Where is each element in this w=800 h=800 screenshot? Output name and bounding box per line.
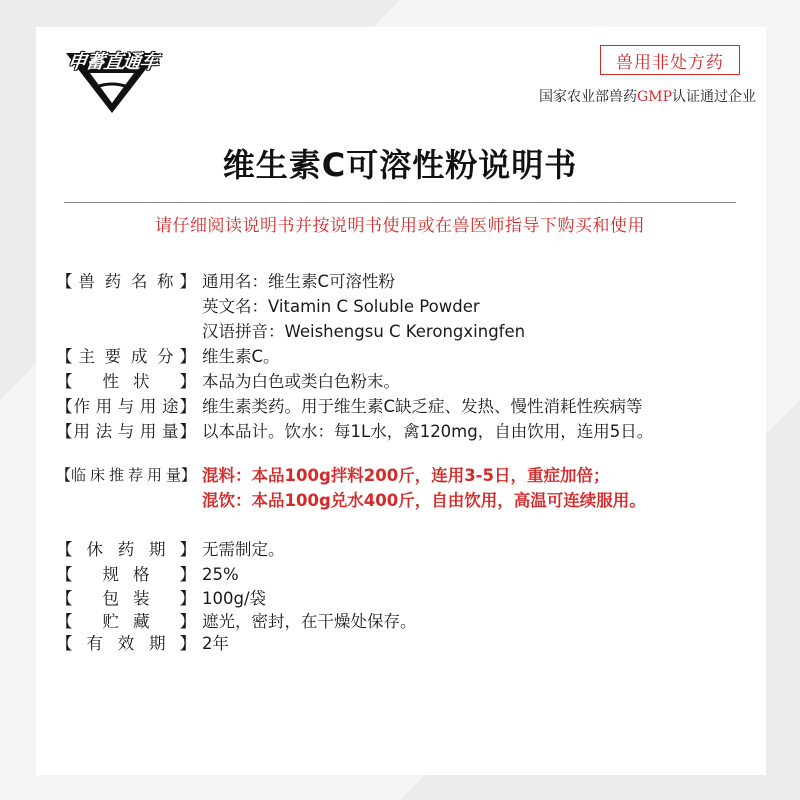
label-char: 主: [78, 347, 95, 366]
label-char: 性: [102, 372, 119, 391]
gmp-prefix: 国家农业部兽药: [539, 89, 638, 105]
label-char: 用: [139, 397, 157, 416]
english-name: 英文名：Vitamin C Soluble Powder: [202, 297, 480, 316]
withdrawal-value: 无需制定。: [202, 540, 285, 559]
row-withdrawal: [56, 537, 776, 562]
title-divider: [64, 202, 736, 203]
label-text: [73, 369, 180, 394]
label-char: 状: [133, 372, 150, 391]
label-char: 贮: [102, 612, 119, 631]
label-char: 兽: [78, 272, 95, 291]
label-char: 规: [102, 565, 119, 584]
row-label: 【 用 法 与 用 量 】: [56, 419, 196, 444]
row-spec: [56, 562, 776, 587]
label-char: 与: [117, 422, 135, 441]
label-char: 用: [146, 466, 162, 484]
row-label: 【 贮 藏 】: [56, 609, 196, 634]
page-title: 维生素C可溶性粉说明书: [222, 146, 578, 184]
row-property: [56, 369, 776, 394]
row-dosage: [56, 419, 776, 444]
label-char: 用: [139, 422, 157, 441]
generic-name: 通用名：维生素C可溶性粉: [202, 272, 396, 291]
label-char: 用: [73, 422, 90, 441]
row-english-name: [56, 294, 776, 319]
ingredient-value: 维生素C。: [202, 347, 280, 366]
label-text: [71, 463, 181, 488]
row-label: 【 临 床 推 荐 用 量 】: [56, 463, 196, 488]
brand-logo-text: 申蓄直通车: [66, 50, 160, 73]
gmp-highlight: GMP: [637, 89, 672, 105]
label-text: [73, 631, 180, 656]
row-label: 【 主 要 成 分 】: [56, 344, 196, 369]
otc-badge: 兽用非处方药: [600, 45, 740, 75]
row-ingredient: [56, 344, 776, 369]
label-char: 途: [162, 397, 179, 416]
label-char: 量: [162, 422, 179, 441]
usage-notice: 请仔细阅读说明书并按说明书使用或在兽医师指导下购买和使用: [155, 216, 645, 236]
row-label: 【 作 用 与 用 途 】: [56, 394, 196, 419]
clinical-feed-value: 混料：本品100g拌料200斤，连用3-5日，重症加倍；: [202, 466, 610, 485]
gmp-certification: [466, 86, 756, 108]
label-char: 名: [130, 272, 148, 291]
expiry-value: 2年: [202, 634, 229, 653]
label-char: 要: [104, 347, 122, 366]
label-char: 效: [117, 634, 135, 653]
label-char: 期: [149, 634, 166, 653]
label-char: 量: [165, 466, 181, 484]
label-char: 装: [133, 589, 150, 608]
clinical-water-value: 混饮：本品100g兑水400斤，自由饮用，高温可连续服用。: [202, 491, 646, 510]
label-char: 法: [95, 422, 113, 441]
label-char: 用: [95, 397, 113, 416]
row-label: 【 兽 药 名 称 】: [56, 269, 196, 294]
label-char: 药: [104, 272, 122, 291]
row-use: [56, 394, 776, 419]
gmp-suffix: 认证通过企业: [672, 89, 756, 105]
label-text: [73, 269, 180, 294]
label-char: 有: [86, 634, 103, 653]
label-char: 荐: [127, 466, 143, 484]
row-label: 【 包 装 】: [56, 586, 196, 611]
row-drug-name: [56, 269, 776, 294]
row-expiry: [56, 631, 776, 656]
label-text: [73, 394, 180, 419]
label-char: 分: [156, 347, 174, 366]
label-char: 临: [71, 466, 87, 484]
spec-value: 25%: [202, 565, 239, 584]
row-label: 【 性 状 】: [56, 369, 196, 394]
label-char: 作: [73, 397, 90, 416]
pinyin-name: 汉语拼音：Weishengsu C Kerongxingfen: [202, 322, 526, 341]
package-value: 100g/袋: [202, 589, 267, 608]
row-label: 【 有 效 期 】: [56, 631, 196, 656]
row-pinyin-name: [56, 319, 776, 344]
label-char: 与: [117, 397, 135, 416]
label-char: 包: [102, 589, 119, 608]
label-text: [73, 344, 180, 369]
row-label: 【 休 药 期 】: [56, 537, 196, 562]
row-label: 【 规 格 】: [56, 562, 196, 587]
label-char: 药: [117, 540, 135, 559]
label-char: 藏: [133, 612, 150, 631]
row-clinical-feed: [56, 463, 776, 488]
dosage-value: 以本品计。饮水：每1L水，禽120mg，自由饮用，连用5日。: [202, 422, 654, 441]
row-package: [56, 586, 776, 611]
label-text: [73, 419, 180, 444]
label-text: [73, 586, 180, 611]
label-text: [73, 537, 180, 562]
label-char: 床: [90, 466, 106, 484]
property-value: 本品为白色或类白色粉末。: [202, 372, 400, 391]
label-char: 期: [149, 540, 166, 559]
label-char: 格: [133, 565, 150, 584]
label-char: 称: [156, 272, 174, 291]
use-value: 维生素类药。用于维生素C缺乏症、发热、慢性消耗性疾病等: [202, 397, 643, 416]
label-char: 成: [130, 347, 148, 366]
row-clinical-water: [56, 488, 776, 513]
label-text: [73, 562, 180, 587]
storage-value: 遮光，密封，在干燥处保存。: [202, 612, 417, 631]
label-char: 推: [108, 466, 124, 484]
label-char: 休: [86, 540, 103, 559]
